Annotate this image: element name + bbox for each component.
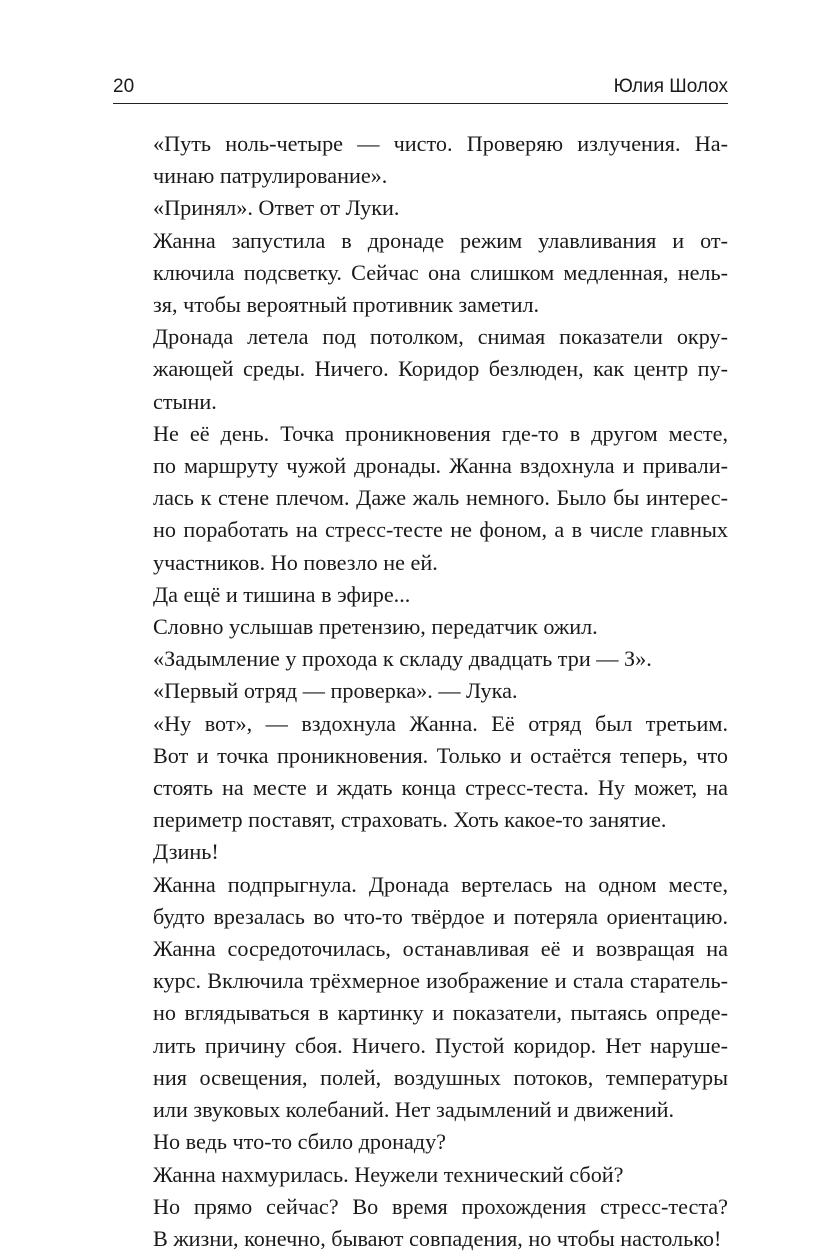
text-line: «Путь ноль-четыре — чисто. Проверяю излучения. На-	[153, 131, 728, 156]
text-line: периметр поставят, страховать. Хоть какое-то занятие.	[153, 807, 667, 833]
text-line: участников. Но повезло не ей.	[153, 549, 438, 575]
paragraph	[113, 1159, 728, 1191]
text-line: Жанна нахмурилась. Неужели технический сбой?	[153, 1161, 624, 1187]
text-line: по маршруту чужой дронады. Жанна вздохнула и привали-	[153, 453, 728, 479]
text-line: но поработать на стресс-тесте не фоном, а в числе главных	[153, 517, 728, 543]
text-line: курс. Включила трёхмерное изображение и стала старатель-	[153, 968, 728, 994]
paragraph	[113, 1126, 728, 1158]
text-line: Дронада летела под потолком, снимая показатели окру-	[153, 324, 728, 350]
text-line: Жанна сосредоточилась, останавливая её и возвращая на	[153, 936, 728, 962]
text-line: но вглядываться в картинку и показатели, пытаясь опреде-	[153, 1000, 728, 1026]
text-line: стыни.	[153, 388, 217, 414]
running-head-author: Юлия Шолох	[613, 76, 728, 97]
text-line: лась к стене плечом. Даже жаль немного. Было бы интерес-	[153, 485, 728, 511]
paragraph	[113, 836, 728, 868]
paragraph	[113, 321, 728, 418]
text-line: чинаю патрулирование».	[153, 163, 388, 189]
text-line: Но ведь что-то сбило дронаду?	[153, 1129, 447, 1155]
header-rule	[113, 103, 728, 104]
paragraph	[113, 418, 728, 579]
text-line: «Ну вот», — вздохнула Жанна. Её отряд был третьим.	[153, 710, 728, 736]
paragraph	[113, 675, 728, 707]
text-line: Жанна подпрыгнула. Дронада вертелась на одном месте,	[153, 871, 728, 897]
text-line: жающей среды. Ничего. Коридор безлюден, как центр пу-	[153, 356, 728, 382]
text-line: будто врезалась во что-то твёрдое и потеряла ориентацию.	[153, 903, 728, 929]
text-line: «Первый отряд — проверка». — Лука.	[153, 678, 518, 704]
text-line: Да ещё и тишина в эфире...	[153, 581, 411, 607]
text-line: ключила подсветку. Сейчас она слишком медленная, нель-	[153, 259, 728, 285]
paragraph	[113, 611, 728, 643]
text-line: зя, чтобы вероятный противник заметил.	[153, 292, 540, 318]
paragraph	[113, 225, 728, 322]
paragraph	[113, 579, 728, 611]
page-number: 20	[113, 76, 135, 97]
text-line: Дзинь!	[153, 839, 219, 865]
text-line: В жизни, конечно, бывают совпадения, но чтобы настолько!	[153, 1225, 722, 1251]
paragraph	[113, 643, 728, 675]
text-line: лить причину сбоя. Ничего. Пустой коридор. Нет наруше-	[153, 1032, 728, 1058]
text-line: стоять на месте и ждать конца стресс-теста. Ну может, на	[153, 775, 728, 801]
text-line: «Принял». Ответ от Луки.	[153, 195, 400, 221]
running-header	[113, 72, 728, 102]
text-line: Не её день. Точка проникновения где-то в другом месте,	[153, 420, 728, 446]
body-text	[113, 128, 728, 1255]
paragraph	[113, 128, 728, 192]
paragraph	[113, 1191, 728, 1255]
text-line: Но прямо сейчас? Во время прохождения стресс-теста?	[153, 1193, 728, 1219]
text-line: «Задымление у прохода к складу двадцать три — З».	[153, 646, 652, 672]
text-line: Жанна запустила в дронаде режим улавливания и от-	[153, 227, 728, 253]
text-line: Словно услышав претензию, передатчик ожил.	[153, 614, 598, 640]
text-line: или звуковых колебаний. Нет задымлений и движений.	[153, 1097, 675, 1123]
paragraph	[113, 192, 728, 224]
text-line: ния освещения, полей, воздушных потоков, температуры	[153, 1064, 728, 1090]
paragraph	[113, 869, 728, 1127]
paragraph	[113, 708, 728, 837]
text-line: Вот и точка проникновения. Только и остаётся теперь, что	[153, 742, 728, 768]
